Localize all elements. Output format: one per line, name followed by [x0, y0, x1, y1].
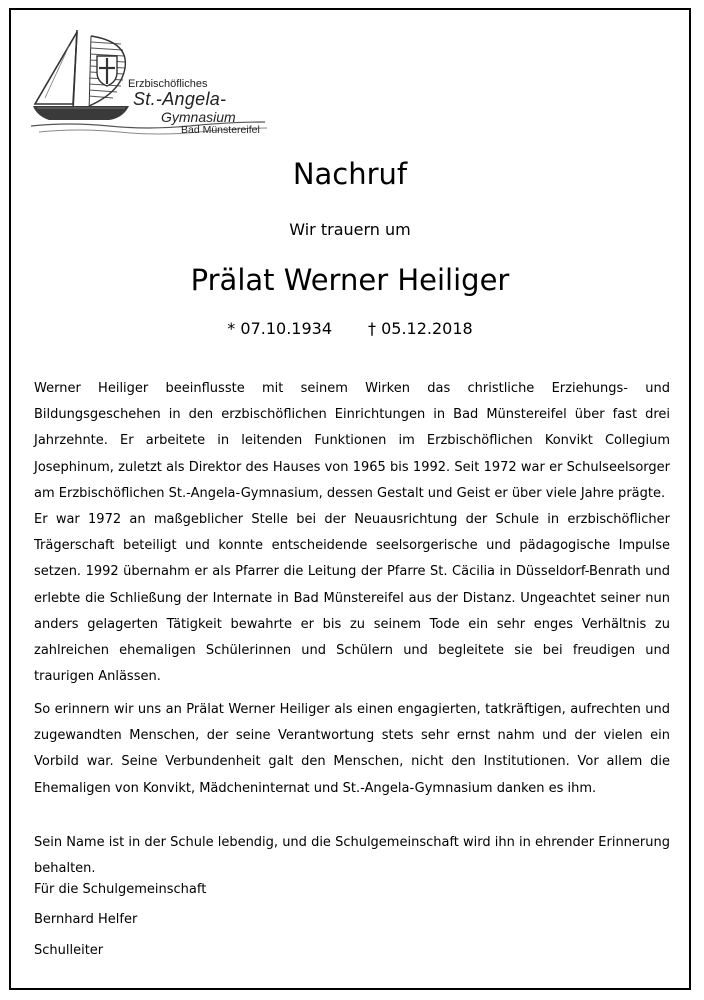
school-logo	[29, 22, 274, 144]
page-title: Nachruf	[292, 157, 408, 191]
obituary-text-block2	[34, 697, 670, 802]
signature-name: Bernhard Helfer	[34, 912, 138, 927]
obituary-text-block3	[34, 830, 670, 882]
death-date: † 05.12.2018	[368, 319, 473, 338]
subtitle: Wir trauern um	[289, 220, 411, 239]
paragraph-reorientation: Er war 1972 an maßgeblicher Stelle bei der Neuausrichtung der Schule in erzbischöflicher Trägerschaft beteiligt und konnte entscheidende seelsorgerische und pädagogische Impulse setzen. 1992 übernahm er als Pfarrer die Leitung der Pfarre St. Cäcilia in Düsseldorf-Benrath und erlebte die Schließung der Internate in Bad Münstereifel aus der Distanz. Ungeachtet seiner nun anders gelagerten Tätigkeit bewahrte er bis zu seinem Tode ein sehr enges Verhältnis zu zahlreichen ehemaligen Schülerinnen und Schülern und begleitete sie bei freudigen und traurigen Anlässen.	[34, 512, 670, 685]
logo-text-line1: Erzbischöfliches	[128, 78, 208, 90]
paragraph-remembrance: So erinnern wir uns an Prälat Werner Heiliger als einen engagierten, tatkräftigen, aufrechten und zugewandten Menschen, der seine Verantwortung stets sehr ernst nahm und der vielen ein Vorbild war. Seine Verbundenheit galt den Menschen, nicht den Institutionen. Vor allem die Ehemaligen von Konvikt, Mädcheninternat und St.-Angela-Gymnasium danken es ihm.	[34, 702, 670, 796]
obituary-text-block1	[34, 376, 670, 690]
paragraph-closing: Sein Name ist in der Schule lebendig, und die Schulgemeinschaft wird ihn in ehrender Erinnerung behalten.	[34, 835, 670, 877]
logo-text-line3: Gymnasium	[161, 109, 236, 125]
signature-line1: Für die Schulgemeinschaft	[34, 882, 207, 897]
obituary-page	[9, 8, 691, 990]
logo-text-line4: Bad Münstereifel	[181, 124, 260, 136]
birth-date: * 07.10.1934	[227, 319, 332, 338]
signature-role: Schulleiter	[34, 943, 104, 958]
deceased-name: Prälat Werner Heiliger	[190, 263, 510, 297]
logo-text-line2: St.-Angela-	[133, 89, 227, 109]
paragraph-career: Werner Heiliger beeinflusste mit seinem Wirken das christliche Erziehungs- und Bildungsgeschehen in den erzbischöflichen Einrichtungen in Bad Münstereifel über fast drei Jahrzehnte. Er arbeitete in leitenden Funktionen im Erzbischöflichen Konvikt Collegium Josephinum, zuletzt als Direktor des Hauses von 1965 bis 1992. Seit 1972 war er Schulseelsorger am Erzbischöflichen St.-Angela-Gymnasium, dessen Gestalt und Geist er über viele Jahre prägte.	[34, 381, 670, 501]
life-dates	[11, 319, 689, 338]
